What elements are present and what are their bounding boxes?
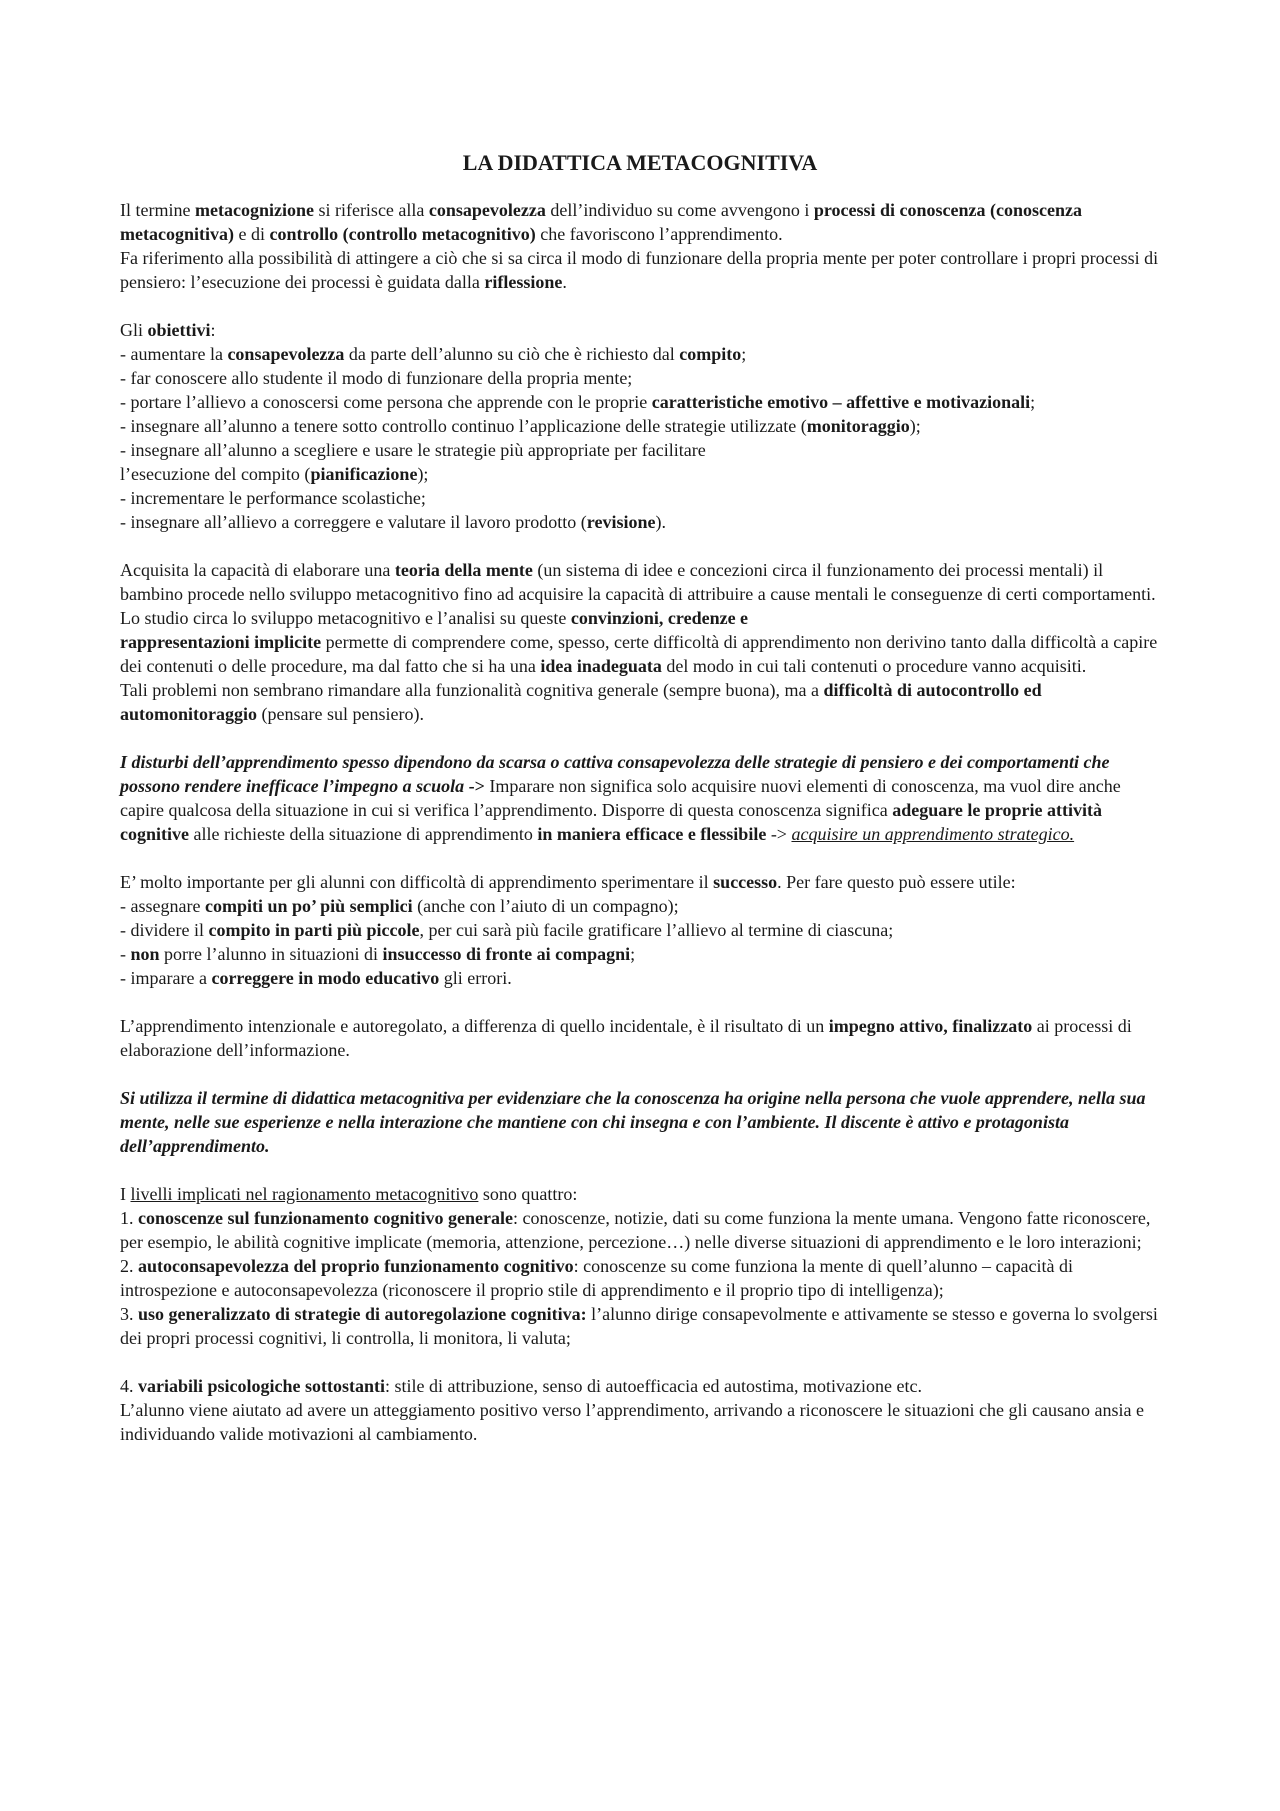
text: : conoscenze su come funziona la mente di quell’alunno – capacità di introspezione e autoconsapevolezza (riconoscere il proprio stile di apprendimento e il proprio tipo di intelligenza); [120,1256,1073,1300]
bold-text: revisione [586,512,656,532]
bold-text: teoria della mente [394,560,533,580]
bold-text: metacognizione [194,200,314,220]
text: del modo in cui tali contenuti o procedure vanno acquisiti. [661,656,1087,676]
text: gli errori. [439,968,512,988]
bold-text: idea inadeguata [540,656,662,676]
goals-intro [120,318,1160,342]
text: 1. [120,1208,138,1228]
text: l’esecuzione del compito ( [120,464,311,484]
text: dell’individuo su come avvengono i [545,200,814,220]
spacer [120,726,1160,750]
bold-text: obiettivi [147,320,211,340]
text: L’apprendimento intenzionale e autoregolato, a differenza di quello incidentale, è il risultato di un [120,1016,829,1036]
goal-item: - insegnare all’alunno a scegliere e usare le strategie più appropriate per facilitare [120,440,706,460]
text: alle richieste della situazione di apprendimento [189,824,538,844]
text: si riferisce alla [313,200,429,220]
text: Acquisita la capacità di elaborare una [120,560,395,580]
text: : [210,320,216,340]
paragraph-metacognizione [120,198,1160,246]
text: e di [233,224,270,244]
spacer [120,534,1160,558]
level-item [120,1254,1160,1302]
goal-item [120,414,1160,438]
spacer [120,294,1160,318]
text: sono quattro: [478,1184,578,1204]
paragraph-disturbi [120,750,1160,846]
text: porre l’alunno in situazioni di [159,944,383,964]
paragraph-successo [120,870,1160,894]
paragraph-riferimento [120,246,1160,294]
bold-text: difficoltà di autocontrollo ed automonitoraggio [120,680,1042,724]
text: da parte dell’alunno su ciò che è richiesto dal [344,344,680,364]
bold-text: consapevolezza [428,200,546,220]
paragraph-teoria-mente [120,558,1160,606]
bold-text: insuccesso di fronte ai compagni [382,944,631,964]
success-item [120,966,1160,990]
text: 2. [120,1256,138,1276]
bold-text: impegno attivo, finalizzato [828,1016,1033,1036]
underlined-italic-text: acquisire un apprendimento strategico. [791,824,1075,844]
text: ; [741,344,747,364]
text: ); [417,464,429,484]
bold-text: caratteristiche emotivo – affettive e motivazionali [651,392,1031,412]
text: - insegnare all’allievo a correggere e valutare il lavoro prodotto ( [120,512,587,532]
bold-text: compito in parti più piccole [208,920,420,940]
spacer [120,1158,1160,1182]
text: ai processi di elaborazione dell’informazione. [120,1016,1132,1060]
text: ; [630,944,636,964]
text: - [120,944,131,964]
bold-text: correggere in modo educativo [211,968,440,988]
paragraph-convinzioni [120,606,1160,678]
spacer [120,990,1160,1014]
bold-text: compito [679,344,742,364]
bold-italic-text: I disturbi dell’apprendimento spesso dipendono da scarsa o cattiva consapevolezza delle strategie di pensiero e dei comportamenti che possono rendere inefficace l’impegno a scuola [120,752,1110,796]
page-title: LA DIDATTICA METACOGNITIVA [462,150,818,175]
text: Tali problemi non sembrano rimandare alla funzionalità cognitiva generale (sempre buona), ma a [120,680,824,700]
level-item [120,1302,1160,1350]
bold-text: in maniera efficace e flessibile [537,824,767,844]
bold-text: controllo (controllo metacognitivo) [269,224,536,244]
paragraph-didattica [120,1086,1160,1158]
success-item [120,918,1160,942]
bold-text: processi di conoscenza (conoscenza metacognitiva) [120,200,1082,244]
text: (un sistema di idee e concezioni circa il funzionamento dei processi mentali) il bambino procede nello sviluppo metacognitivo fino ad acquisire la capacità di attribuire a cause mentali le conseguenze di certi comportamenti. [120,560,1156,604]
level-item [120,1374,1160,1398]
success-item [120,894,1160,918]
text: . [562,272,567,292]
bold-text: monitoraggio [806,416,910,436]
text: l’alunno dirige consapevolmente e attivamente se stesso e governa lo svolgersi dei propri processi cognitivi, li controlla, li monitora, li valuta; [120,1304,1158,1348]
paragraph-problemi [120,678,1160,726]
text: Imparare non significa solo acquisire nuovi elementi di conoscenza, ma vuol dire anche capire qualcosa della situazione in cui si verifica l’apprendimento. Disporre di questa conoscenza significa [120,776,1121,820]
bold-text: rappresentazioni implicite [120,632,322,652]
bold-text: conoscenze sul funzionamento cognitivo generale [138,1208,513,1228]
text: ; [1030,392,1036,412]
goal-item-continued [120,462,1160,486]
success-item [120,942,1160,966]
document-page [120,150,1160,1446]
goal-item [120,342,1160,366]
bold-text: consapevolezza [227,344,345,364]
text: - dividere il [120,920,209,940]
bold-text: riflessione [484,272,563,292]
text: E’ molto importante per gli alunni con difficoltà di apprendimento sperimentare il [120,872,714,892]
text: : stile di attribuzione, senso di autoefficacia ed autostima, motivazione etc. [385,1376,922,1396]
bold-text: autoconsapevolezza del proprio funzionamento cognitivo [138,1256,574,1276]
text: - insegnare all’alunno a tenere sotto controllo continuo l’applicazione delle strategie utilizzate ( [120,416,807,436]
text: (anche con l’aiuto di un compagno); [412,896,679,916]
bold-text: adeguare le proprie attività cognitive [120,800,1103,844]
goal-item [120,390,1160,414]
spacer [120,1350,1160,1374]
goal-item: - far conoscere allo studente il modo di funzionare della propria mente; [120,368,633,388]
underlined-text: livelli implicati nel ragionamento metacognitivo [130,1184,479,1204]
text: 4. [120,1376,138,1396]
arrow-text: -> [464,776,485,796]
text: , per cui sarà più facile gratificare l’allievo al termine di ciascuna; [419,920,894,940]
bold-text: uso generalizzato di strategie di autoregolazione cognitiva: [138,1304,587,1324]
text: Lo studio circa lo sviluppo metacognitivo e l’analisi su queste [120,608,571,628]
bold-text: convinzioni, credenze e [570,608,749,628]
bold-text: successo [713,872,778,892]
text: Gli [120,320,148,340]
bold-italic-text: Si utilizza il termine di didattica metacognitiva per evidenziare che la conoscenza ha origine nella persona che vuole apprendere, nella sua mente, nelle sue esperienze e nella interazione che mantiene con chi insegna e con l’ambiente. Il discente è attivo e protagonista dell’apprendimento. [120,1088,1146,1156]
levels-intro [120,1182,1160,1206]
text: - portare l’allievo a conoscersi come persona che apprende con le proprie [120,392,652,412]
text: Il termine [120,200,195,220]
level-item [120,1206,1160,1254]
spacer [120,846,1160,870]
text: che favoriscono l’apprendimento. [535,224,783,244]
text: 3. [120,1304,138,1324]
text: -> [766,824,792,844]
text: I [120,1184,131,1204]
bold-text: variabili psicologiche sottostanti [138,1376,385,1396]
paragraph-autoregolato [120,1014,1160,1062]
text: Fa riferimento alla possibilità di attingere a ciò che si sa circa il modo di funzionare della propria mente per poter controllare i propri processi di pensiero: l’esecuzione dei processi è guidata dalla [120,248,1159,292]
text: ); [909,416,921,436]
text: . Per fare questo può essere utile: [777,872,1016,892]
bold-text: non [130,944,160,964]
bold-text: pianificazione [310,464,418,484]
text: - aumentare la [120,344,228,364]
text: ). [655,512,666,532]
level-item-continued: L’alunno viene aiutato ad avere un atteggiamento positivo verso l’apprendimento, arrivando a riconoscere le situazioni che gli causano ansia e individuando valide motivazioni al cambiamento. [120,1400,1144,1444]
goal-item [120,510,1160,534]
text: : conoscenze, notizie, dati su come funziona la mente umana. Vengono fatte riconoscere, per esempio, le abilità cognitive implicate (memoria, attenzione, percezione…) nelle diverse situazioni di apprendimento e le loro interazioni; [120,1208,1151,1252]
bold-text: compiti un po’ più semplici [204,896,413,916]
text: (pensare sul pensiero). [257,704,424,724]
text: - assegnare [120,896,205,916]
goal-item: - incrementare le performance scolastiche; [120,488,426,508]
text: - imparare a [120,968,212,988]
spacer [120,1062,1160,1086]
text: permette di comprendere come, spesso, certe difficoltà di apprendimento non derivino tanto dalla difficoltà a capire dei contenuti o delle procedure, ma dal fatto che si ha una [120,632,1158,676]
